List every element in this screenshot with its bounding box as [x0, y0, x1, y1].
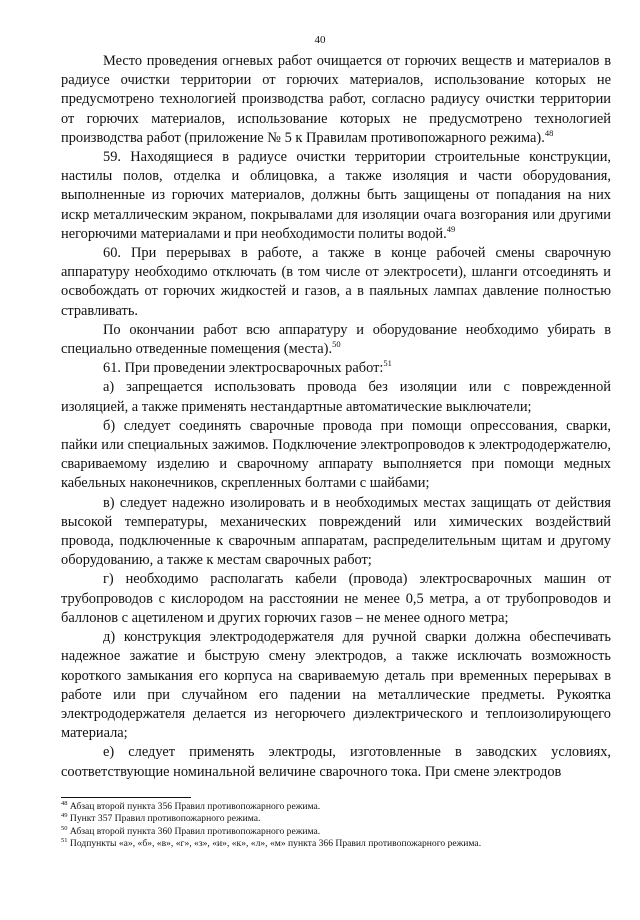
footnote-ref: 48 [544, 127, 554, 138]
footnote-divider [61, 797, 191, 798]
footnote-number: 49 [61, 812, 68, 820]
footnote-ref: 51 [383, 358, 392, 369]
paragraph: б) следует соединять сварочные провода при помощи опрессования, сварки, пайки или специальных зажимов. Подключение электропроводов к электрододержателю, свариваемому изделию и сварочному аппарату выполняется при помощи медных кабельных наконечников, скрепленных болтами с шайбами; [61, 417, 611, 492]
page-number: 40 [314, 34, 326, 46]
paragraph: 59. Находящиеся в радиусе очистки территории строительные конструкции, настилы полов, отделка и облицовка, а также изоляция и части оборудования, выполненные из горючих материалов, должны быть защищены от попадания на них искр металлическим экраном, покрывалами для изоляции очага возгорания или другими негорючими материалами и при необходимости политы водой.$^{49}$ [61, 149, 611, 242]
footnote-number: 50 [61, 824, 68, 832]
footnote-ref: 49 [446, 223, 456, 234]
paragraph: По окончании работ всю аппаратуру и оборудование необходимо убирать в специально отведенные помещения (места).$^{50}$ [61, 321, 611, 358]
body-text [61, 52, 611, 782]
footnote-number: 48 [61, 800, 68, 807]
paragraph: г) необходимо располагать кабели (провода) электросварочных машин от трубопроводов с кислородом на расстоянии не менее 0,5 метра, а от трубопроводов и баллонов с ацетиленом и других горючих газов – не менее одного метра; [61, 571, 611, 626]
paragraph: а) запрещается использовать провода без изоляции или с поврежденной изоляцией, а также применять нестандартные автоматические выключатели; [61, 379, 611, 415]
footnote: $^{50}$ Абзац второй пункта 360 Правил противопожарного режима. [61, 824, 321, 837]
paragraph: е) следует применять электроды, изготовленные в заводских условиях, соответствующие номинальной величине сварочного тока. При смене электродов [61, 744, 611, 780]
footnote: $^{51}$ Подпункты «а», «б», «в», «г», «з», «и», «к», «л», «м» пункта 366 Правил противопожарного режима. [61, 837, 482, 850]
footnote-ref: 50 [332, 339, 341, 350]
footnotes [61, 801, 611, 851]
paragraph: Место проведения огневых работ очищается от горючих веществ и материалов в радиусе очистки территории от горючих материалов, использование которых не предусмотрено технологией производства работ, согласно радиусу очистки территории от горючих материалов, использование которых не предусмотрено технологией производства работ (приложение № 5 к Правилам противопожарного режима).$^{48}$ [61, 53, 611, 146]
paragraph: д) конструкция электрододержателя для ручной сварки должна обеспечивать надежное зажатие и быструю смену электродов, а также исключать возможность короткого замыкания его корпуса на свариваемую деталь при временных перерывах в работе или при случайном его падении на металлические предметы. Рукоятка электрододержателя делается из негорючего диэлектрического и теплоизолирующего материала; [61, 629, 611, 742]
footnote: $^{49}$ Пункт 357 Правил противопожарного режима. [61, 812, 261, 825]
paragraph: 60. При перерывах в работе, а также в конце рабочей смены сварочную аппаратуру необходимо отключать (в том числе от электросети), шланги отсоединять и освобождать от горючих жидкостей и газов, а в паяльных лампах давление полностью стравливать. [61, 245, 611, 319]
paragraph: в) следует надежно изолировать и в необходимых местах защищать от действия высокой температуры, механических повреждений или химических воздействий провода, подключенные к сварочным аппаратам, распределительным щитам и другому оборудованию, а также к местам сварочных работ; [61, 494, 611, 569]
paragraph: 61. При проведении электросварочных работ:$^{51}$ [103, 358, 392, 377]
footnote: $^{48}$ Абзац второй пункта 356 Правил противопожарного режима. [61, 800, 321, 812]
footnote-number: 51 [61, 837, 68, 845]
